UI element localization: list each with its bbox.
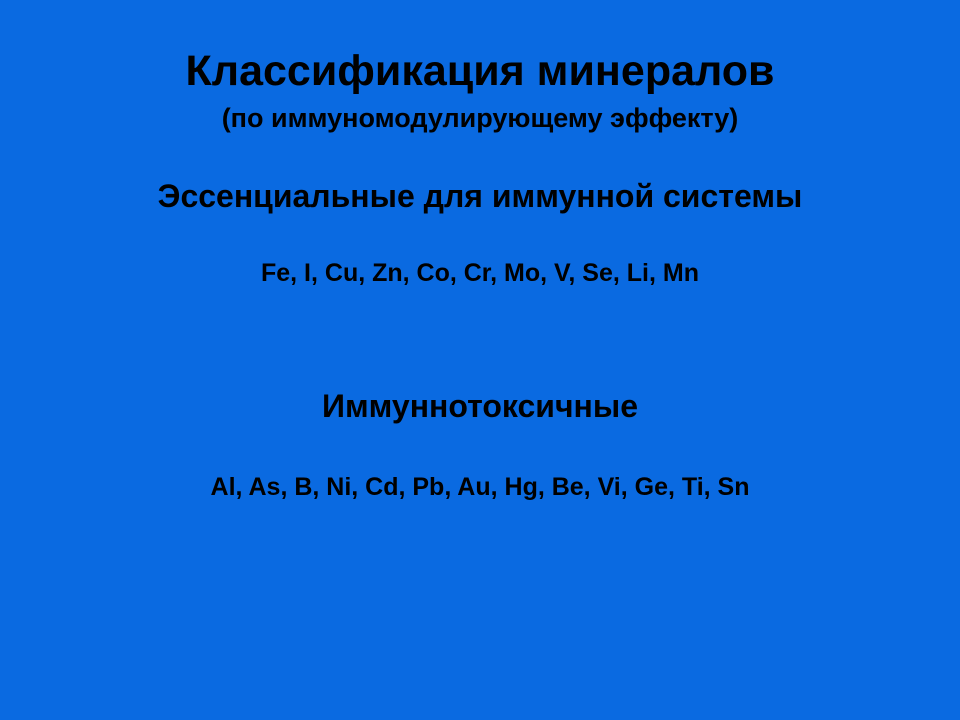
page-title: Классификация минералов (185, 47, 775, 95)
element-list-essential: Fe, I, Cu, Zn, Co, Cr, Mo, V, Se, Li, Mn (260, 259, 699, 288)
slide-title-block (0, 0, 960, 136)
page-subtitle: (по иммуномодулирующему эффекту) (221, 103, 739, 134)
element-list-immunotoxic: Al, As, B, Ni, Cd, Pb, Au, Hg, Be, Vi, Ge, Ti, Sn (210, 473, 750, 502)
section-heading-essential: Эссенциальные для иммунной системы (157, 178, 803, 215)
section-heading-immunotoxic: Иммуннотоксичные (321, 388, 638, 425)
